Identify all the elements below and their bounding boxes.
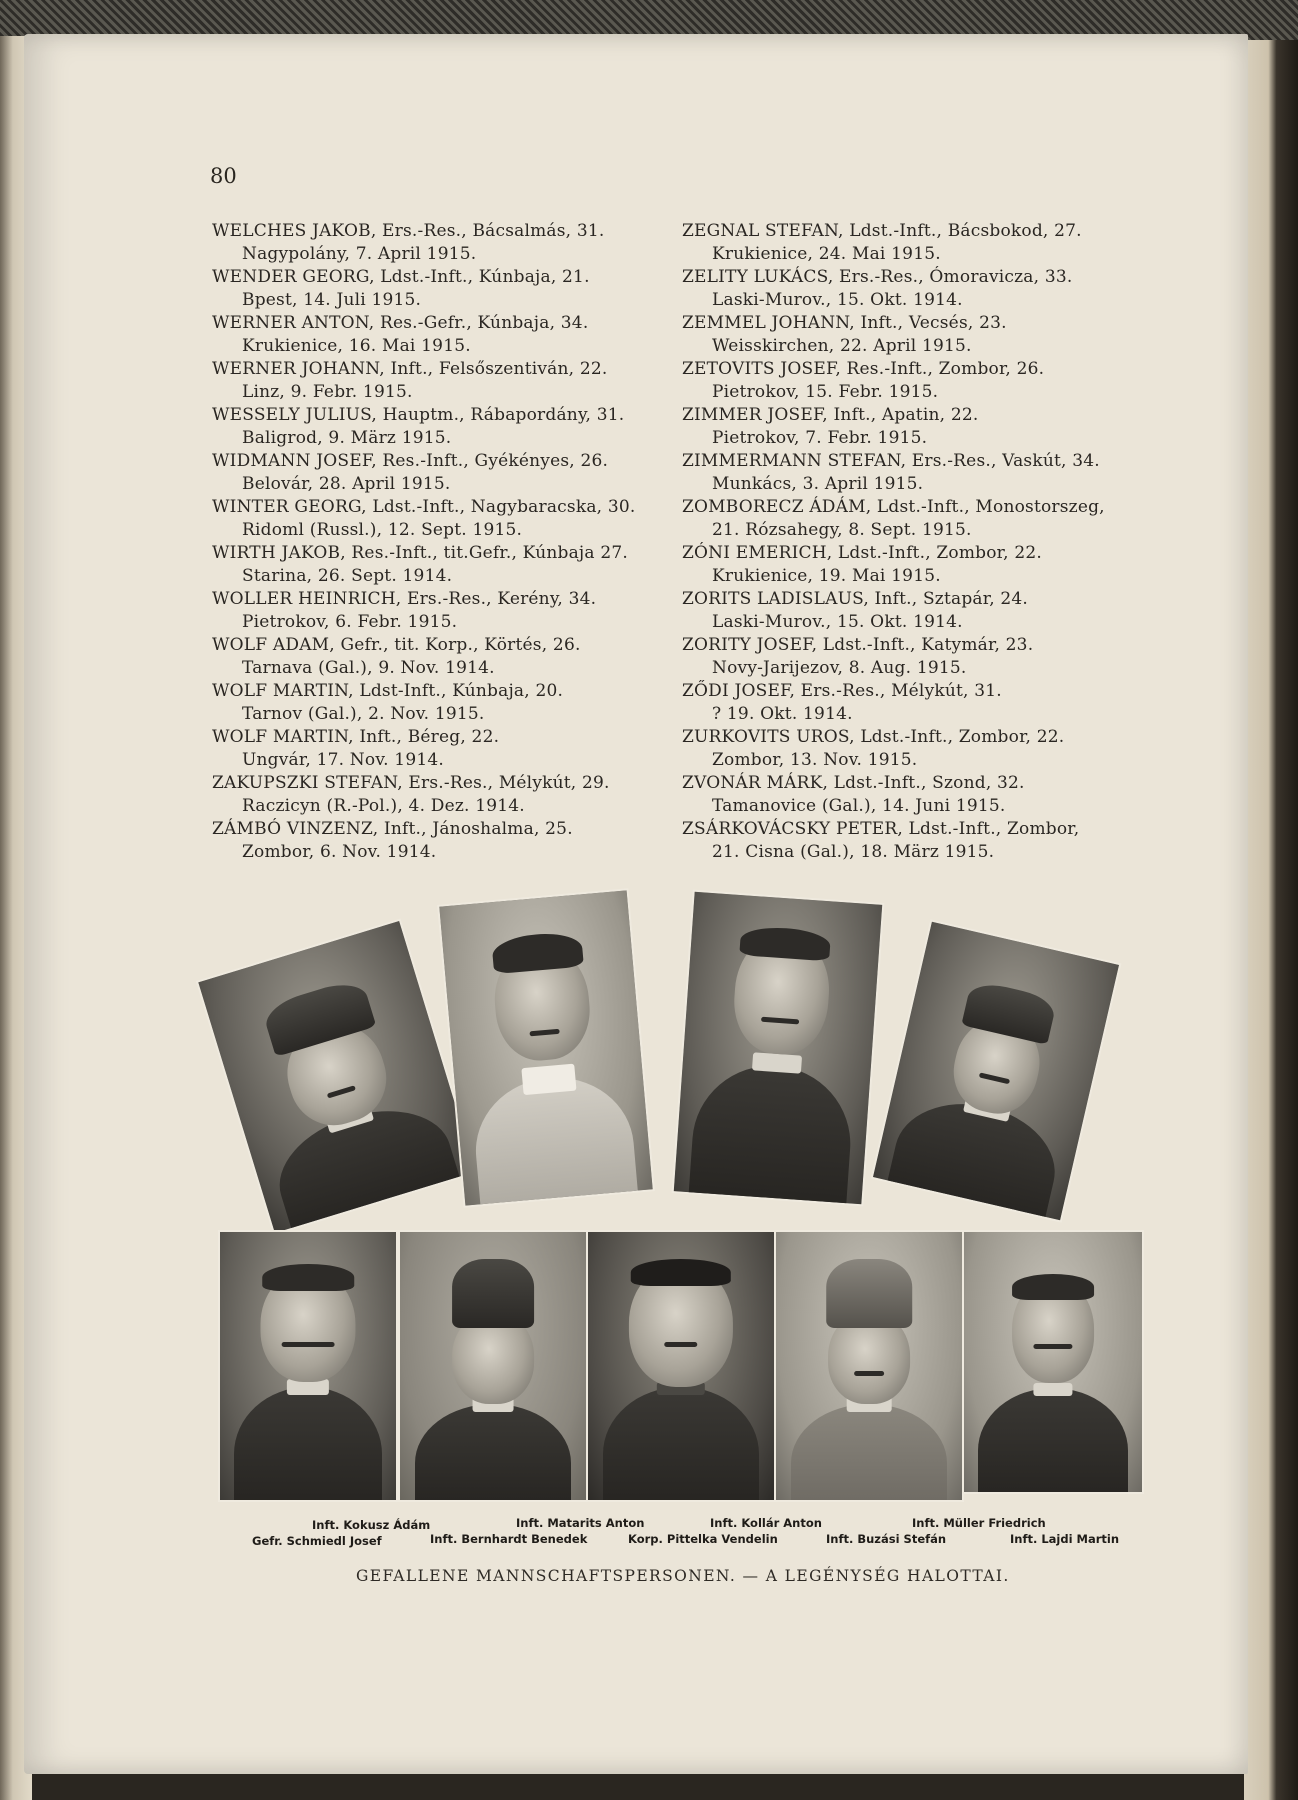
list-item: ZIMMER JOSEF, Inft., Apatin, 22. Pietrokov, 7. Febr. 1915. (682, 405, 979, 448)
list-item: ZORITY JOSEF, Ldst.-Inft., Katymár, 23. Novy-Jarijezov, 8. Aug. 1915. (682, 635, 1034, 678)
figure-caption: GEFALLENE MANNSCHAFTSPERSONEN. — A LEGÉNYSÉG HALOTTAI. (356, 1567, 1010, 1585)
list-item: ZÓNI EMERICH, Ldst.-Inft., Zombor, 22. Krukienice, 19. Mai 1915. (682, 543, 1042, 586)
portrait-caption: Inft. Matarits Anton (516, 1516, 645, 1530)
portrait-caption: Korp. Pittelka Vendelin (628, 1532, 778, 1546)
portrait-photo (776, 1232, 962, 1500)
list-item: ZVONÁR MÁRK, Ldst.-Inft., Szond, 32. Tamanovice (Gal.), 14. Juni 1915. (682, 773, 1025, 816)
list-item: WIDMANN JOSEF, Res.-Inft., Gyékényes, 26. Belovár, 28. April 1915. (212, 451, 609, 494)
list-item: ZIMMERMANN STEFAN, Ers.-Res., Vaskút, 34. Munkács, 3. April 1915. (682, 451, 1100, 494)
left-column-list (212, 220, 682, 864)
list-item: ZURKOVITS UROS, Ldst.-Inft., Zombor, 22. Zombor, 13. Nov. 1915. (682, 727, 1065, 770)
list-item: WIRTH JAKOB, Res.-Inft., tit.Gefr., Kúnbaja 27. Starina, 26. Sept. 1914. (212, 543, 628, 586)
list-item: WOLF ADAM, Gefr., tit. Korp., Körtés, 26. Tarnava (Gal.), 9. Nov. 1914. (212, 635, 581, 678)
list-item: WENDER GEORG, Ldst.-Inft., Kúnbaja, 21. Bpest, 14. Juli 1915. (212, 267, 590, 310)
page-number: 80 (210, 164, 237, 188)
right-column-list (682, 220, 1152, 864)
portrait-caption: Inft. Kokusz Ádám (312, 1518, 431, 1532)
portrait-caption: Gefr. Schmiedl Josef (252, 1534, 382, 1548)
portrait-photo (439, 890, 652, 1205)
portrait-caption: Inft. Kollár Anton (710, 1516, 822, 1530)
portrait-photo (220, 1232, 396, 1500)
list-item: WOLF MARTIN, Ldst-Inft., Kúnbaja, 20. Tarnov (Gal.), 2. Nov. 1915. (212, 681, 564, 724)
list-item: ZÁMBÓ VINZENZ, Inft., Jánoshalma, 25. Zombor, 6. Nov. 1914. (212, 819, 573, 862)
list-item: ZSÁRKOVÁCSKY PETER, Ldst.-Inft., Zombor, 21. Cisna (Gal.), 18. März 1915. (682, 819, 1080, 862)
list-item: ZORITS LADISLAUS, Inft., Sztapár, 24. Laski-Murov., 15. Okt. 1914. (682, 589, 1029, 632)
list-item: WERNER ANTON, Res.-Gefr., Kúnbaja, 34. Krukienice, 16. Mai 1915. (212, 313, 589, 356)
portrait-photo (400, 1232, 586, 1500)
portrait-caption: Inft. Buzási Stefán (826, 1532, 947, 1546)
portrait-photo (588, 1232, 774, 1500)
portrait-photo (964, 1232, 1142, 1492)
portrait-caption: Inft. Müller Friedrich (912, 1516, 1046, 1530)
list-item: WERNER JOHANN, Inft., Felsőszentiván, 22. Linz, 9. Febr. 1915. (212, 359, 608, 402)
list-item: WOLLER HEINRICH, Ers.-Res., Kerény, 34. Pietrokov, 6. Febr. 1915. (212, 589, 597, 632)
portrait-caption: Inft. Lajdi Martin (1010, 1532, 1120, 1546)
list-item: ZŐDI JOSEF, Ers.-Res., Mélykút, 31. ? 19. Okt. 1914. (682, 681, 1002, 724)
page-stack-right (1244, 40, 1298, 1800)
list-item: ZETOVITS JOSEF, Res.-Inft., Zombor, 26. Pietrokov, 15. Febr. 1915. (682, 359, 1045, 402)
list-item: ZEMMEL JOHANN, Inft., Vecsés, 23. Weisskirchen, 22. April 1915. (682, 313, 1007, 356)
list-item: WOLF MARTIN, Inft., Béreg, 22. Ungvár, 17. Nov. 1914. (212, 727, 500, 770)
list-item: ZEGNAL STEFAN, Ldst.-Inft., Bácsbokod, 27. Krukienice, 24. Mai 1915. (682, 221, 1082, 264)
list-item: ZAKUPSZKI STEFAN, Ers.-Res., Mélykút, 29. Raczicyn (R.-Pol.), 4. Dez. 1914. (212, 773, 610, 816)
list-item: WESSELY JULIUS, Hauptm., Rábapordány, 31. Baligrod, 9. März 1915. (212, 405, 625, 448)
list-item: ZELITY LUKÁCS, Ers.-Res., Ómoravicza, 33. Laski-Murov., 15. Okt. 1914. (682, 267, 1073, 310)
list-item: WELCHES JAKOB, Ers.-Res., Bácsalmás, 31. Nagypolány, 7. April 1915. (212, 221, 605, 264)
portrait-photo (674, 892, 882, 1204)
list-item: ZOMBORECZ ÁDÁM, Ldst.-Inft., Monostorszeg, 21. Rózsahegy, 8. Sept. 1915. (682, 497, 1105, 540)
portrait-caption: Inft. Bernhardt Benedek (430, 1532, 588, 1546)
list-item: WINTER GEORG, Ldst.-Inft., Nagybaracska, 30. Ridoml (Russl.), 12. Sept. 1915. (212, 497, 636, 540)
